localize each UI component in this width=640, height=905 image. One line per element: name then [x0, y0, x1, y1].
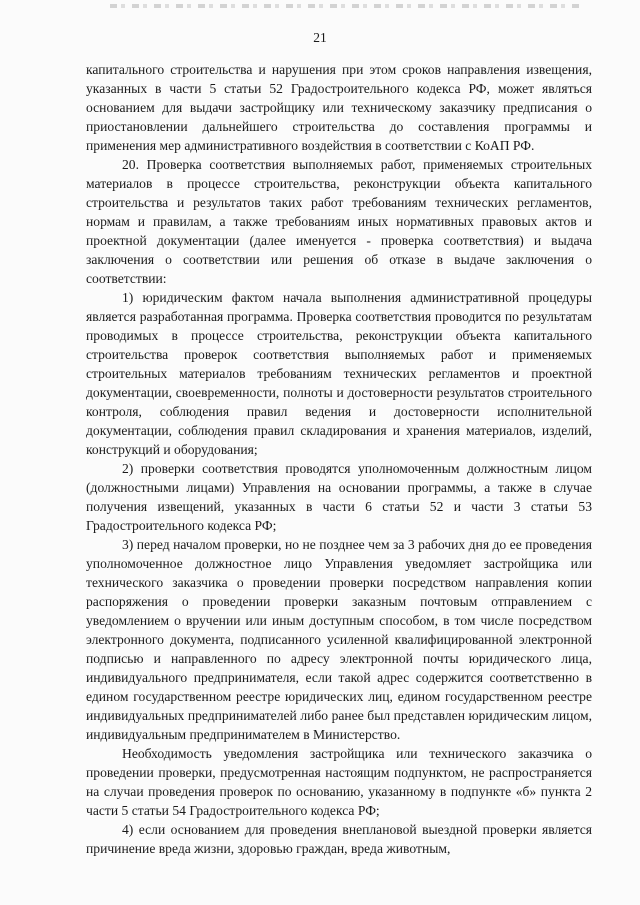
paragraph-notice-exception: Необходимость уведомления застройщика или технического заказчика о проведении проверки, предусмотренная настоящим подпунктом, не распространяется на случаи проведения проверок по основанию, указанному в подпункте «б» пункта 2 части 5 статьи 54 Градостроительного кодекса РФ; — [86, 746, 592, 818]
document-body — [86, 60, 592, 858]
paragraph-subitem-3: 3) перед началом проверки, но не позднее чем за 3 рабочих дня до ее проведения уполномоченное должностное лицо Управления уведомляет застройщика или технического заказчика о проведении проверки посредством направления копии распоряжения о проведении проверки заказным почтовым отправлением с уведомлением о вручении или иным доступным способом, в том числе посредством электронного документа, подписанного усиленной квалифицированной электронной подписью и направленного по адресу электронной почты юридического лица, индивидуального предпринимателя, если такой адрес содержится соответственно в едином государственном реестре юридических лиц, едином государственном реестре индивидуальных предпринимателей либо ранее был представлен юридическим лицом, индивидуальным предпринимателем в Министерство. — [86, 537, 592, 742]
paragraph-subitem-4: 4) если основанием для проведения внеплановой выездной проверки является причинение вреда жизни, здоровью граждан, вреда животным, — [86, 822, 592, 856]
paragraph-subitem-1: 1) юридическим фактом начала выполнения административной процедуры является разработанная программа. Проверка соответствия проводится по результатам проводимых в процессе строительства, реконструкции объекта капитального строительства проверок соответствия выполняемых работ и применяемых строительных материалов требованиям технических регламентов и проектной документации, своевременности, полноты и достоверности результатов строительного контроля, соблюдения правил ведения и достоверности исполнительной документации, соблюдения правил складирования и хранения материалов, изделий, конструкций и оборудования; — [86, 290, 592, 457]
paragraph-item-20: 20. Проверка соответствия выполняемых работ, применяемых строительных материалов в процессе строительства, реконструкции объекта капитального строительства и результатов таких работ требованиям технических регламентов, нормам и правилам, а также требованиям иных нормативных правовых актов и проектной документации (далее именуется - проверка соответствия) и выдача заключения о соответствии или решения об отказе в выдаче заключения о соответствии: — [86, 157, 592, 286]
paragraph-subitem-2: 2) проверки соответствия проводятся уполномоченным должностным лицом (должностными лицами) Управления на основании программы, а также в случае получения извещений, указанных в части 6 статьи 52 и части 3 статьи 53 Градостроительного кодекса РФ; — [86, 461, 592, 533]
paragraph-continuation: капитального строительства и нарушения при этом сроков направления извещения, указанных в части 5 статьи 52 Градостроительного кодекса РФ, может являться основанием для выдачи застройщику или техническому заказчику предписания о приостановлении дальнейшего строительства до составления программы и применения мер административного воздействия в соответствии с КоАП РФ. — [86, 62, 592, 153]
page-number: 21 — [313, 30, 327, 45]
scan-artifact-line — [110, 4, 580, 8]
